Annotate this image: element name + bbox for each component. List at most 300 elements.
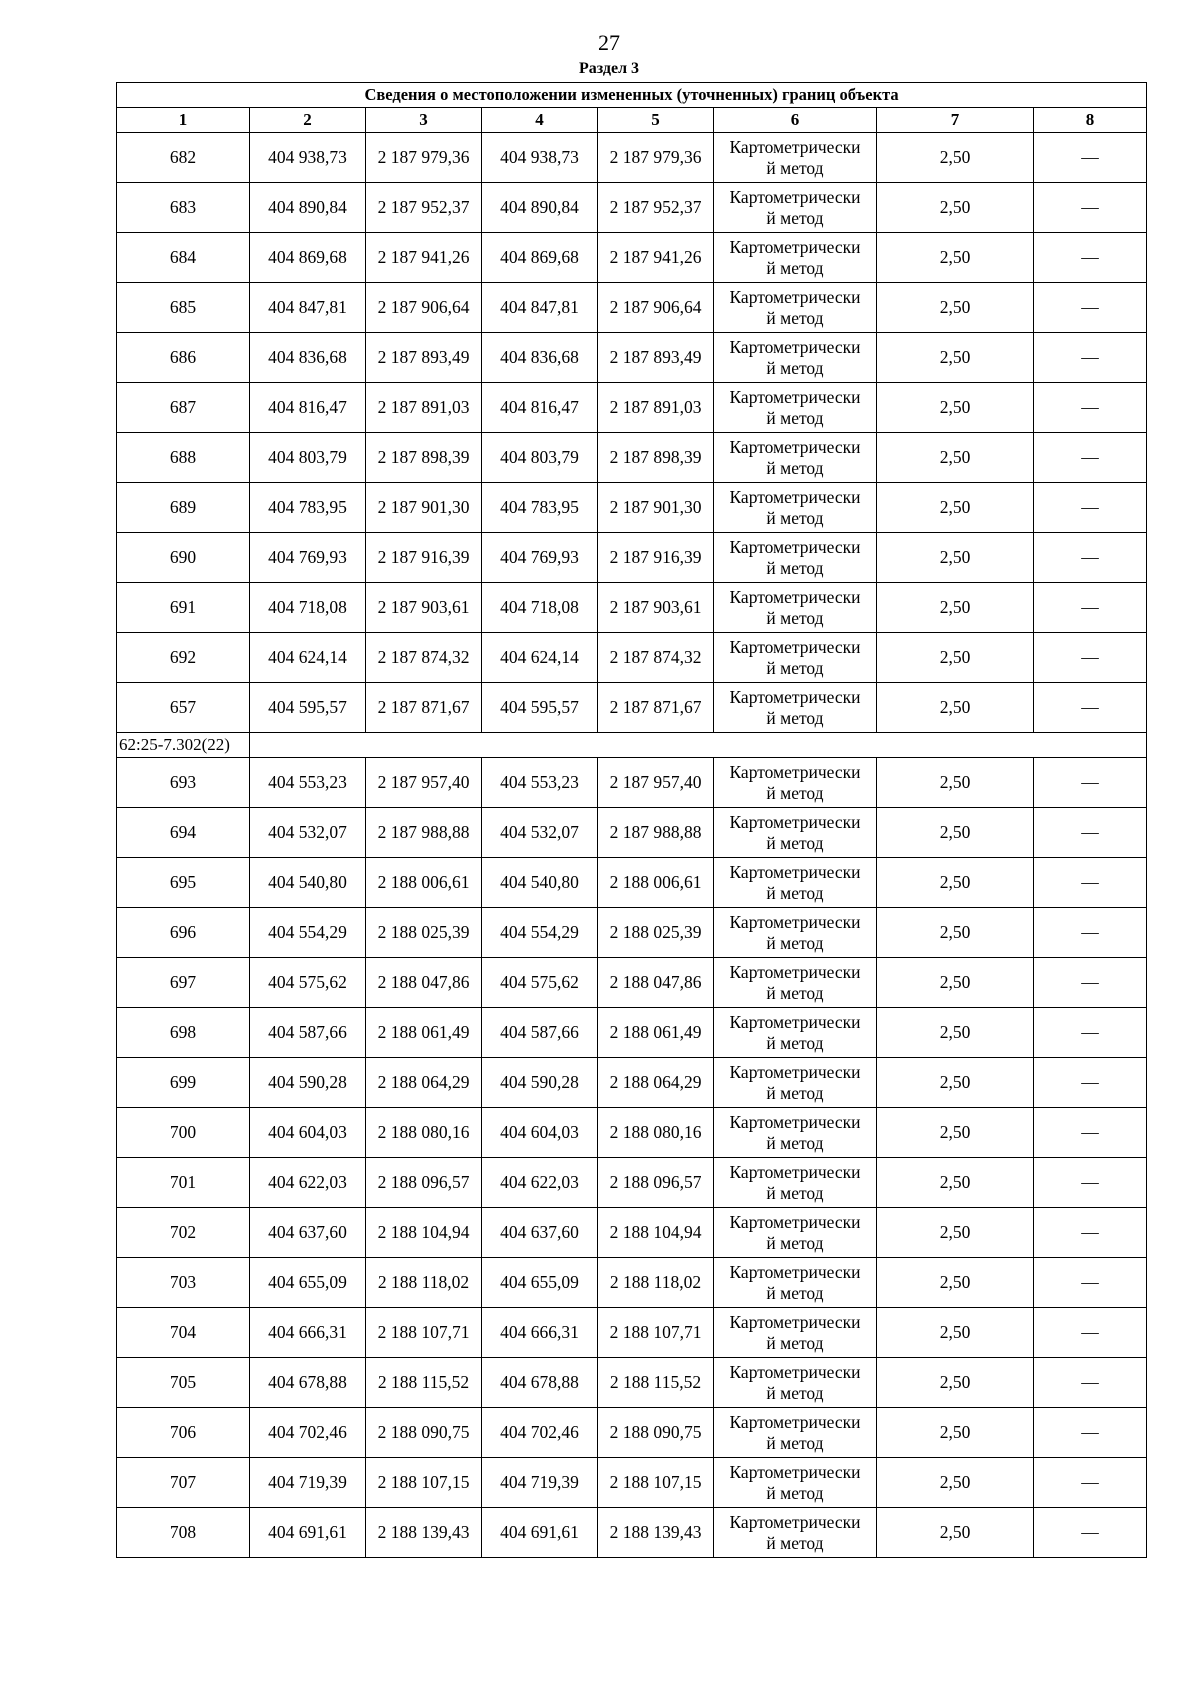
x-new-cell: 404 666,31 (482, 1308, 598, 1358)
description-cell: — (1034, 1458, 1147, 1508)
method-line-1: Картометрически (729, 1361, 861, 1382)
y-new-cell: 2 188 096,57 (598, 1158, 714, 1208)
method-line-1: Картометрически (729, 1211, 861, 1232)
method-line-1: Картометрически (729, 911, 861, 932)
table-row (117, 133, 1147, 183)
table-row (117, 433, 1147, 483)
y-old-cell: 2 188 107,15 (366, 1458, 482, 1508)
x-old-cell: 404 655,09 (250, 1258, 366, 1308)
method-cell (714, 958, 877, 1008)
method-line-1: Картометрически (729, 386, 861, 407)
method-cell (714, 1408, 877, 1458)
x-old-cell: 404 590,28 (250, 1058, 366, 1108)
description-cell: — (1034, 1158, 1147, 1208)
method-line-2: й метод (766, 607, 824, 628)
column-number: 5 (598, 108, 714, 133)
x-old-cell: 404 540,80 (250, 858, 366, 908)
accuracy-cell: 2,50 (877, 758, 1034, 808)
x-old-cell: 404 553,23 (250, 758, 366, 808)
description-cell: — (1034, 583, 1147, 633)
point-number-cell: 696 (117, 908, 250, 958)
method-cell (714, 683, 877, 733)
accuracy-cell: 2,50 (877, 958, 1034, 1008)
column-number: 7 (877, 108, 1034, 133)
table-row (117, 758, 1147, 808)
table-row (117, 283, 1147, 333)
table-row (117, 1408, 1147, 1458)
point-number-cell: 689 (117, 483, 250, 533)
point-number-cell: 702 (117, 1208, 250, 1258)
point-number-cell: 686 (117, 333, 250, 383)
method-cell (714, 483, 877, 533)
y-new-cell: 2 187 871,67 (598, 683, 714, 733)
column-numbers-row (117, 108, 1147, 133)
group-label-empty (250, 733, 1147, 758)
table-caption-row (117, 83, 1147, 108)
y-old-cell: 2 188 080,16 (366, 1108, 482, 1158)
method-line-1: Картометрически (729, 586, 861, 607)
x-old-cell: 404 783,95 (250, 483, 366, 533)
y-old-cell: 2 187 901,30 (366, 483, 482, 533)
point-number-cell: 706 (117, 1408, 250, 1458)
description-cell: — (1034, 808, 1147, 858)
method-line-2: й метод (766, 657, 824, 678)
description-cell: — (1034, 233, 1147, 283)
x-new-cell: 404 553,23 (482, 758, 598, 808)
method-line-2: й метод (766, 1382, 824, 1403)
method-line-1: Картометрически (729, 236, 861, 257)
method-line-2: й метод (766, 207, 824, 228)
table-row (117, 1258, 1147, 1308)
x-old-cell: 404 595,57 (250, 683, 366, 733)
accuracy-cell: 2,50 (877, 583, 1034, 633)
column-number: 1 (117, 108, 250, 133)
table-row (117, 1308, 1147, 1358)
method-line-2: й метод (766, 1482, 824, 1503)
description-cell: — (1034, 908, 1147, 958)
point-number-cell: 695 (117, 858, 250, 908)
point-number-cell: 684 (117, 233, 250, 283)
y-new-cell: 2 188 107,71 (598, 1308, 714, 1358)
description-cell: — (1034, 1108, 1147, 1158)
x-old-cell: 404 938,73 (250, 133, 366, 183)
point-number-cell: 687 (117, 383, 250, 433)
description-cell: — (1034, 958, 1147, 1008)
x-new-cell: 404 554,29 (482, 908, 598, 958)
method-cell (714, 1308, 877, 1358)
point-number-cell: 699 (117, 1058, 250, 1108)
method-line-1: Картометрически (729, 1411, 861, 1432)
column-number: 4 (482, 108, 598, 133)
description-cell: — (1034, 1208, 1147, 1258)
y-new-cell: 2 187 941,26 (598, 233, 714, 283)
x-new-cell: 404 678,88 (482, 1358, 598, 1408)
x-new-cell: 404 783,95 (482, 483, 598, 533)
x-new-cell: 404 637,60 (482, 1208, 598, 1258)
y-new-cell: 2 187 891,03 (598, 383, 714, 433)
point-number-cell: 698 (117, 1008, 250, 1058)
accuracy-cell: 2,50 (877, 483, 1034, 533)
method-cell (714, 583, 877, 633)
y-old-cell: 2 188 115,52 (366, 1358, 482, 1408)
x-old-cell: 404 718,08 (250, 583, 366, 633)
x-old-cell: 404 869,68 (250, 233, 366, 283)
y-old-cell: 2 187 979,36 (366, 133, 482, 183)
description-cell: — (1034, 1058, 1147, 1108)
accuracy-cell: 2,50 (877, 1408, 1034, 1458)
point-number-cell: 682 (117, 133, 250, 183)
y-new-cell: 2 187 901,30 (598, 483, 714, 533)
description-cell: — (1034, 333, 1147, 383)
x-new-cell: 404 624,14 (482, 633, 598, 683)
method-line-2: й метод (766, 1332, 824, 1353)
x-new-cell: 404 575,62 (482, 958, 598, 1008)
method-line-2: й метод (766, 307, 824, 328)
method-line-2: й метод (766, 407, 824, 428)
y-new-cell: 2 187 898,39 (598, 433, 714, 483)
y-new-cell: 2 187 906,64 (598, 283, 714, 333)
point-number-cell: 703 (117, 1258, 250, 1308)
table-row (117, 858, 1147, 908)
y-new-cell: 2 188 061,49 (598, 1008, 714, 1058)
description-cell: — (1034, 533, 1147, 583)
table-row (117, 1108, 1147, 1158)
method-cell (714, 858, 877, 908)
description-cell: — (1034, 1008, 1147, 1058)
y-old-cell: 2 187 957,40 (366, 758, 482, 808)
method-cell (714, 1508, 877, 1558)
y-new-cell: 2 188 107,15 (598, 1458, 714, 1508)
accuracy-cell: 2,50 (877, 133, 1034, 183)
x-new-cell: 404 719,39 (482, 1458, 598, 1508)
y-new-cell: 2 187 979,36 (598, 133, 714, 183)
y-old-cell: 2 188 047,86 (366, 958, 482, 1008)
x-new-cell: 404 655,09 (482, 1258, 598, 1308)
y-old-cell: 2 187 893,49 (366, 333, 482, 383)
method-cell (714, 758, 877, 808)
y-old-cell: 2 187 891,03 (366, 383, 482, 433)
x-old-cell: 404 836,68 (250, 333, 366, 383)
method-line-2: й метод (766, 1282, 824, 1303)
y-old-cell: 2 187 906,64 (366, 283, 482, 333)
y-new-cell: 2 187 903,61 (598, 583, 714, 633)
y-old-cell: 2 187 903,61 (366, 583, 482, 633)
x-new-cell: 404 938,73 (482, 133, 598, 183)
method-line-1: Картометрически (729, 486, 861, 507)
section-title: Раздел 3 (578, 60, 640, 77)
method-line-1: Картометрически (729, 1011, 861, 1032)
method-line-2: й метод (766, 257, 824, 278)
x-new-cell: 404 816,47 (482, 383, 598, 433)
description-cell: — (1034, 858, 1147, 908)
accuracy-cell: 2,50 (877, 1108, 1034, 1158)
method-line-1: Картометрически (729, 1061, 861, 1082)
table-row (117, 633, 1147, 683)
x-old-cell: 404 678,88 (250, 1358, 366, 1408)
point-number-cell: 697 (117, 958, 250, 1008)
x-new-cell: 404 590,28 (482, 1058, 598, 1108)
method-line-2: й метод (766, 1182, 824, 1203)
accuracy-cell: 2,50 (877, 1308, 1034, 1358)
y-old-cell: 2 188 139,43 (366, 1508, 482, 1558)
y-new-cell: 2 188 047,86 (598, 958, 714, 1008)
table-row (117, 533, 1147, 583)
method-line-1: Картометрически (729, 136, 861, 157)
description-cell: — (1034, 758, 1147, 808)
method-line-2: й метод (766, 1032, 824, 1053)
accuracy-cell: 2,50 (877, 1158, 1034, 1208)
method-line-2: й метод (766, 782, 824, 803)
description-cell: — (1034, 283, 1147, 333)
x-new-cell: 404 890,84 (482, 183, 598, 233)
y-new-cell: 2 188 025,39 (598, 908, 714, 958)
x-old-cell: 404 622,03 (250, 1158, 366, 1208)
table-row (117, 808, 1147, 858)
accuracy-cell: 2,50 (877, 1008, 1034, 1058)
y-new-cell: 2 188 080,16 (598, 1108, 714, 1158)
accuracy-cell: 2,50 (877, 1258, 1034, 1308)
point-number-cell: 690 (117, 533, 250, 583)
method-cell (714, 1158, 877, 1208)
point-number-cell: 704 (117, 1308, 250, 1358)
method-line-2: й метод (766, 707, 824, 728)
description-cell: — (1034, 1408, 1147, 1458)
accuracy-cell: 2,50 (877, 433, 1034, 483)
description-cell: — (1034, 1308, 1147, 1358)
accuracy-cell: 2,50 (877, 808, 1034, 858)
accuracy-cell: 2,50 (877, 533, 1034, 583)
point-number-cell: 692 (117, 633, 250, 683)
column-number: 6 (714, 108, 877, 133)
method-line-1: Картометрически (729, 686, 861, 707)
y-old-cell: 2 188 096,57 (366, 1158, 482, 1208)
point-number-cell: 691 (117, 583, 250, 633)
point-number-cell: 705 (117, 1358, 250, 1408)
accuracy-cell: 2,50 (877, 233, 1034, 283)
method-line-2: й метод (766, 157, 824, 178)
point-number-cell: 688 (117, 433, 250, 483)
x-old-cell: 404 803,79 (250, 433, 366, 483)
method-line-2: й метод (766, 982, 824, 1003)
x-old-cell: 404 691,61 (250, 1508, 366, 1558)
y-new-cell: 2 188 115,52 (598, 1358, 714, 1408)
method-line-1: Картометрически (729, 1261, 861, 1282)
x-old-cell: 404 532,07 (250, 808, 366, 858)
accuracy-cell: 2,50 (877, 383, 1034, 433)
method-line-2: й метод (766, 557, 824, 578)
table-row (117, 183, 1147, 233)
description-cell: — (1034, 633, 1147, 683)
table-row (117, 1058, 1147, 1108)
x-new-cell: 404 540,80 (482, 858, 598, 908)
method-line-1: Картометрически (729, 1111, 861, 1132)
y-old-cell: 2 187 988,88 (366, 808, 482, 858)
method-cell (714, 383, 877, 433)
method-cell (714, 333, 877, 383)
method-line-1: Картометрически (729, 961, 861, 982)
table-row (117, 233, 1147, 283)
description-cell: — (1034, 183, 1147, 233)
description-cell: — (1034, 1358, 1147, 1408)
x-old-cell: 404 847,81 (250, 283, 366, 333)
x-new-cell: 404 595,57 (482, 683, 598, 733)
table-caption: Сведения о местоположении измененных (уточненных) границ объекта (117, 83, 1147, 108)
method-cell (714, 1008, 877, 1058)
x-old-cell: 404 604,03 (250, 1108, 366, 1158)
description-cell: — (1034, 1508, 1147, 1558)
x-old-cell: 404 719,39 (250, 1458, 366, 1508)
point-number-cell: 700 (117, 1108, 250, 1158)
x-old-cell: 404 587,66 (250, 1008, 366, 1058)
x-new-cell: 404 803,79 (482, 433, 598, 483)
x-new-cell: 404 622,03 (482, 1158, 598, 1208)
y-old-cell: 2 188 107,71 (366, 1308, 482, 1358)
method-line-1: Картометрически (729, 761, 861, 782)
accuracy-cell: 2,50 (877, 683, 1034, 733)
accuracy-cell: 2,50 (877, 1058, 1034, 1108)
x-old-cell: 404 702,46 (250, 1408, 366, 1458)
method-line-1: Картометрически (729, 536, 861, 557)
table-row (117, 1458, 1147, 1508)
method-cell (714, 908, 877, 958)
point-number-cell: 693 (117, 758, 250, 808)
table-row (117, 1358, 1147, 1408)
x-new-cell: 404 718,08 (482, 583, 598, 633)
method-line-1: Картометрически (729, 1511, 861, 1532)
point-number-cell: 657 (117, 683, 250, 733)
method-line-2: й метод (766, 457, 824, 478)
table-row (117, 383, 1147, 433)
y-old-cell: 2 188 090,75 (366, 1408, 482, 1458)
description-cell: — (1034, 433, 1147, 483)
y-new-cell: 2 187 988,88 (598, 808, 714, 858)
y-old-cell: 2 188 061,49 (366, 1008, 482, 1058)
y-old-cell: 2 188 064,29 (366, 1058, 482, 1108)
method-line-1: Картометрически (729, 286, 861, 307)
method-cell (714, 433, 877, 483)
method-line-1: Картометрически (729, 336, 861, 357)
table-row (117, 1158, 1147, 1208)
point-number-cell: 707 (117, 1458, 250, 1508)
y-old-cell: 2 187 871,67 (366, 683, 482, 733)
x-new-cell: 404 604,03 (482, 1108, 598, 1158)
y-old-cell: 2 187 898,39 (366, 433, 482, 483)
description-cell: — (1034, 383, 1147, 433)
accuracy-cell: 2,50 (877, 333, 1034, 383)
method-line-1: Картометрически (729, 436, 861, 457)
method-cell (714, 1208, 877, 1258)
table-row (117, 583, 1147, 633)
y-old-cell: 2 188 104,94 (366, 1208, 482, 1258)
method-cell (714, 808, 877, 858)
method-line-1: Картометрически (729, 1311, 861, 1332)
method-cell (714, 233, 877, 283)
description-cell: — (1034, 683, 1147, 733)
x-new-cell: 404 847,81 (482, 283, 598, 333)
y-new-cell: 2 187 957,40 (598, 758, 714, 808)
table-row (117, 908, 1147, 958)
method-line-1: Картометрически (729, 811, 861, 832)
method-line-2: й метод (766, 1132, 824, 1153)
description-cell: — (1034, 483, 1147, 533)
accuracy-cell: 2,50 (877, 283, 1034, 333)
y-new-cell: 2 187 916,39 (598, 533, 714, 583)
y-old-cell: 2 187 874,32 (366, 633, 482, 683)
x-new-cell: 404 769,93 (482, 533, 598, 583)
x-old-cell: 404 769,93 (250, 533, 366, 583)
y-old-cell: 2 187 952,37 (366, 183, 482, 233)
method-line-2: й метод (766, 507, 824, 528)
method-line-2: й метод (766, 1082, 824, 1103)
table-row (117, 1508, 1147, 1558)
x-old-cell: 404 554,29 (250, 908, 366, 958)
description-cell: — (1034, 133, 1147, 183)
method-cell (714, 633, 877, 683)
method-line-1: Картометрически (729, 1461, 861, 1482)
method-cell (714, 533, 877, 583)
x-old-cell: 404 666,31 (250, 1308, 366, 1358)
x-new-cell: 404 702,46 (482, 1408, 598, 1458)
y-new-cell: 2 187 874,32 (598, 633, 714, 683)
method-line-2: й метод (766, 832, 824, 853)
x-old-cell: 404 816,47 (250, 383, 366, 433)
coordinates-table (116, 82, 1147, 1558)
y-old-cell: 2 188 006,61 (366, 858, 482, 908)
y-new-cell: 2 188 006,61 (598, 858, 714, 908)
method-cell (714, 1108, 877, 1158)
table-row (117, 683, 1147, 733)
x-old-cell: 404 637,60 (250, 1208, 366, 1258)
table-row (117, 1008, 1147, 1058)
description-cell: — (1034, 1258, 1147, 1308)
column-number: 3 (366, 108, 482, 133)
table-row (117, 1208, 1147, 1258)
y-old-cell: 2 188 118,02 (366, 1258, 482, 1308)
method-cell (714, 1258, 877, 1308)
method-line-1: Картометрически (729, 186, 861, 207)
method-line-1: Картометрически (729, 1161, 861, 1182)
x-old-cell: 404 890,84 (250, 183, 366, 233)
y-new-cell: 2 187 893,49 (598, 333, 714, 383)
x-old-cell: 404 624,14 (250, 633, 366, 683)
y-new-cell: 2 188 139,43 (598, 1508, 714, 1558)
point-number-cell: 683 (117, 183, 250, 233)
method-cell (714, 1458, 877, 1508)
point-number-cell: 694 (117, 808, 250, 858)
method-cell (714, 1358, 877, 1408)
method-cell (714, 183, 877, 233)
accuracy-cell: 2,50 (877, 1508, 1034, 1558)
method-line-1: Картометрически (729, 861, 861, 882)
x-new-cell: 404 836,68 (482, 333, 598, 383)
method-line-1: Картометрически (729, 636, 861, 657)
method-line-2: й метод (766, 932, 824, 953)
table-row (117, 333, 1147, 383)
group-label-row (117, 733, 1147, 758)
point-number-cell: 708 (117, 1508, 250, 1558)
method-cell (714, 133, 877, 183)
method-cell (714, 283, 877, 333)
x-new-cell: 404 532,07 (482, 808, 598, 858)
y-new-cell: 2 188 104,94 (598, 1208, 714, 1258)
x-new-cell: 404 587,66 (482, 1008, 598, 1058)
x-new-cell: 404 691,61 (482, 1508, 598, 1558)
method-line-2: й метод (766, 882, 824, 903)
accuracy-cell: 2,50 (877, 1458, 1034, 1508)
y-new-cell: 2 188 118,02 (598, 1258, 714, 1308)
y-old-cell: 2 187 941,26 (366, 233, 482, 283)
method-line-2: й метод (766, 1432, 824, 1453)
